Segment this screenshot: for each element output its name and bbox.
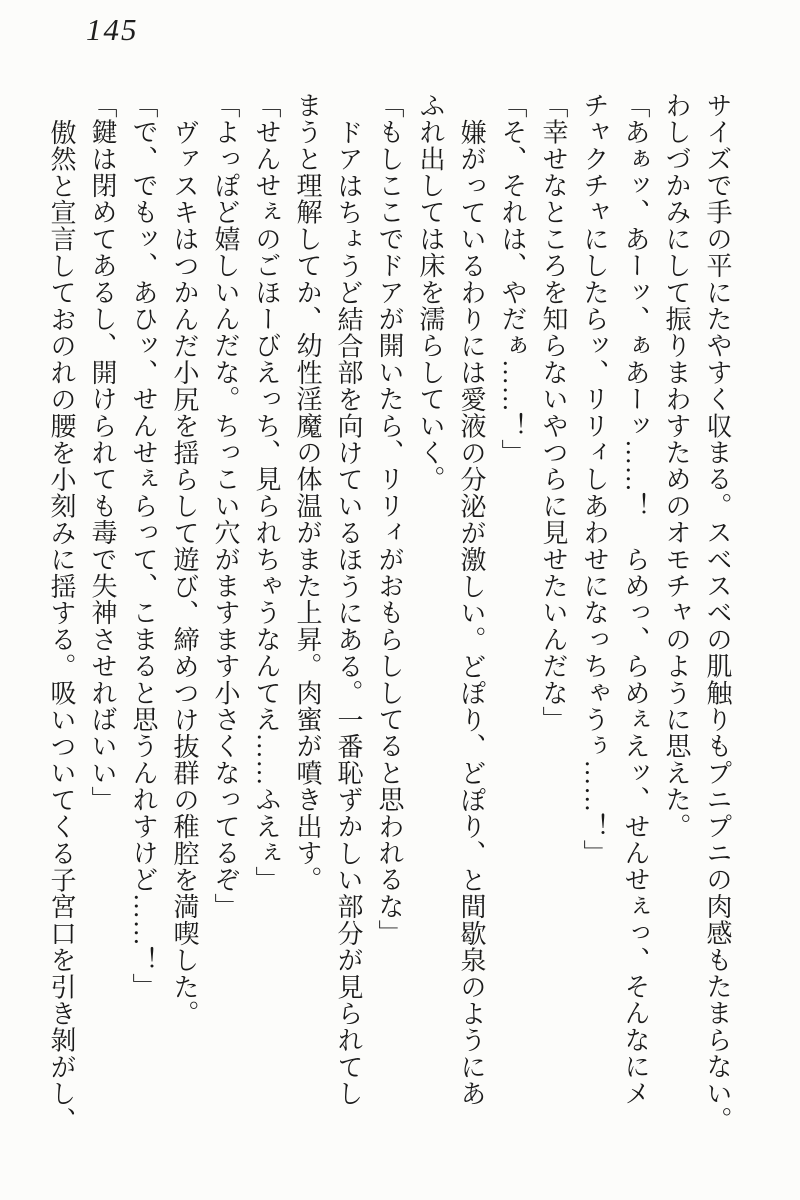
text-line: 「せんせぇのごほーびえっち、見られちゃうなんてえ……ふえぇ」 (252, 92, 281, 893)
text-line: 「そ、それは、やだぁ……！」 (498, 92, 527, 466)
text-line: 「で、でもッ、あひッ、せんせぇらって、こまると思うんれすけど……！」 (129, 92, 158, 1000)
text-line: 「幸せなところを知らないやつらに見せたいんだな」 (539, 92, 568, 733)
text-line: 「もしここでドアが開いたら、リリィがおもらししてると思われるな」 (375, 92, 404, 947)
text-line: 「鍵は閉めてあるし、開けられても毒で失神させればいい」 (88, 92, 117, 813)
text-line: 傲然と宣言しておのれの腰を小刻みに揺する。吸いついてくる子宮口を引き剝がし、 (47, 119, 76, 1134)
text-line: サイズで手の平にたやすく収まる。スベスベの肌触りもプニプニの肉感もたまらない。 (703, 92, 732, 1134)
text-block (41, 92, 738, 1144)
text-line: わしづかみにして振りまわすためのオモチャのように思えた。 (662, 92, 691, 840)
text-line: ドアはちょうど結合部を向けているほうにある。一番恥ずかしい部分が見られてし (334, 119, 363, 1107)
text-line: チャクチャにしたらッ、リリィしあわせになっちゃうぅ……！」 (580, 92, 609, 867)
text-line: ヴァスキはつかんだ小尻を揺らして遊び、締めつけ抜群の稚腔を満喫した。 (170, 119, 199, 1027)
text-line: ふれ出しては床を濡らしていく。 (416, 92, 445, 493)
text-line: 嫌がっているわりには愛液の分泌が激しい。どぽり、どぽり、と間歇泉のようにあ (457, 119, 486, 1107)
text-line: まうと理解してか、幼性淫魔の体温がまた上昇。肉蜜が噴き出す。 (293, 92, 322, 893)
text-line: 「よっぽど嬉しいんだな。ちっこい穴がますます小さくなってるぞ」 (211, 92, 240, 920)
text-line: 「あぁッ、あーッ、ぁあーッ……！ らめっ、らめぇえッ、せんせぇっ、そんなにメ (621, 92, 650, 1107)
page-number: 145 (86, 12, 139, 47)
